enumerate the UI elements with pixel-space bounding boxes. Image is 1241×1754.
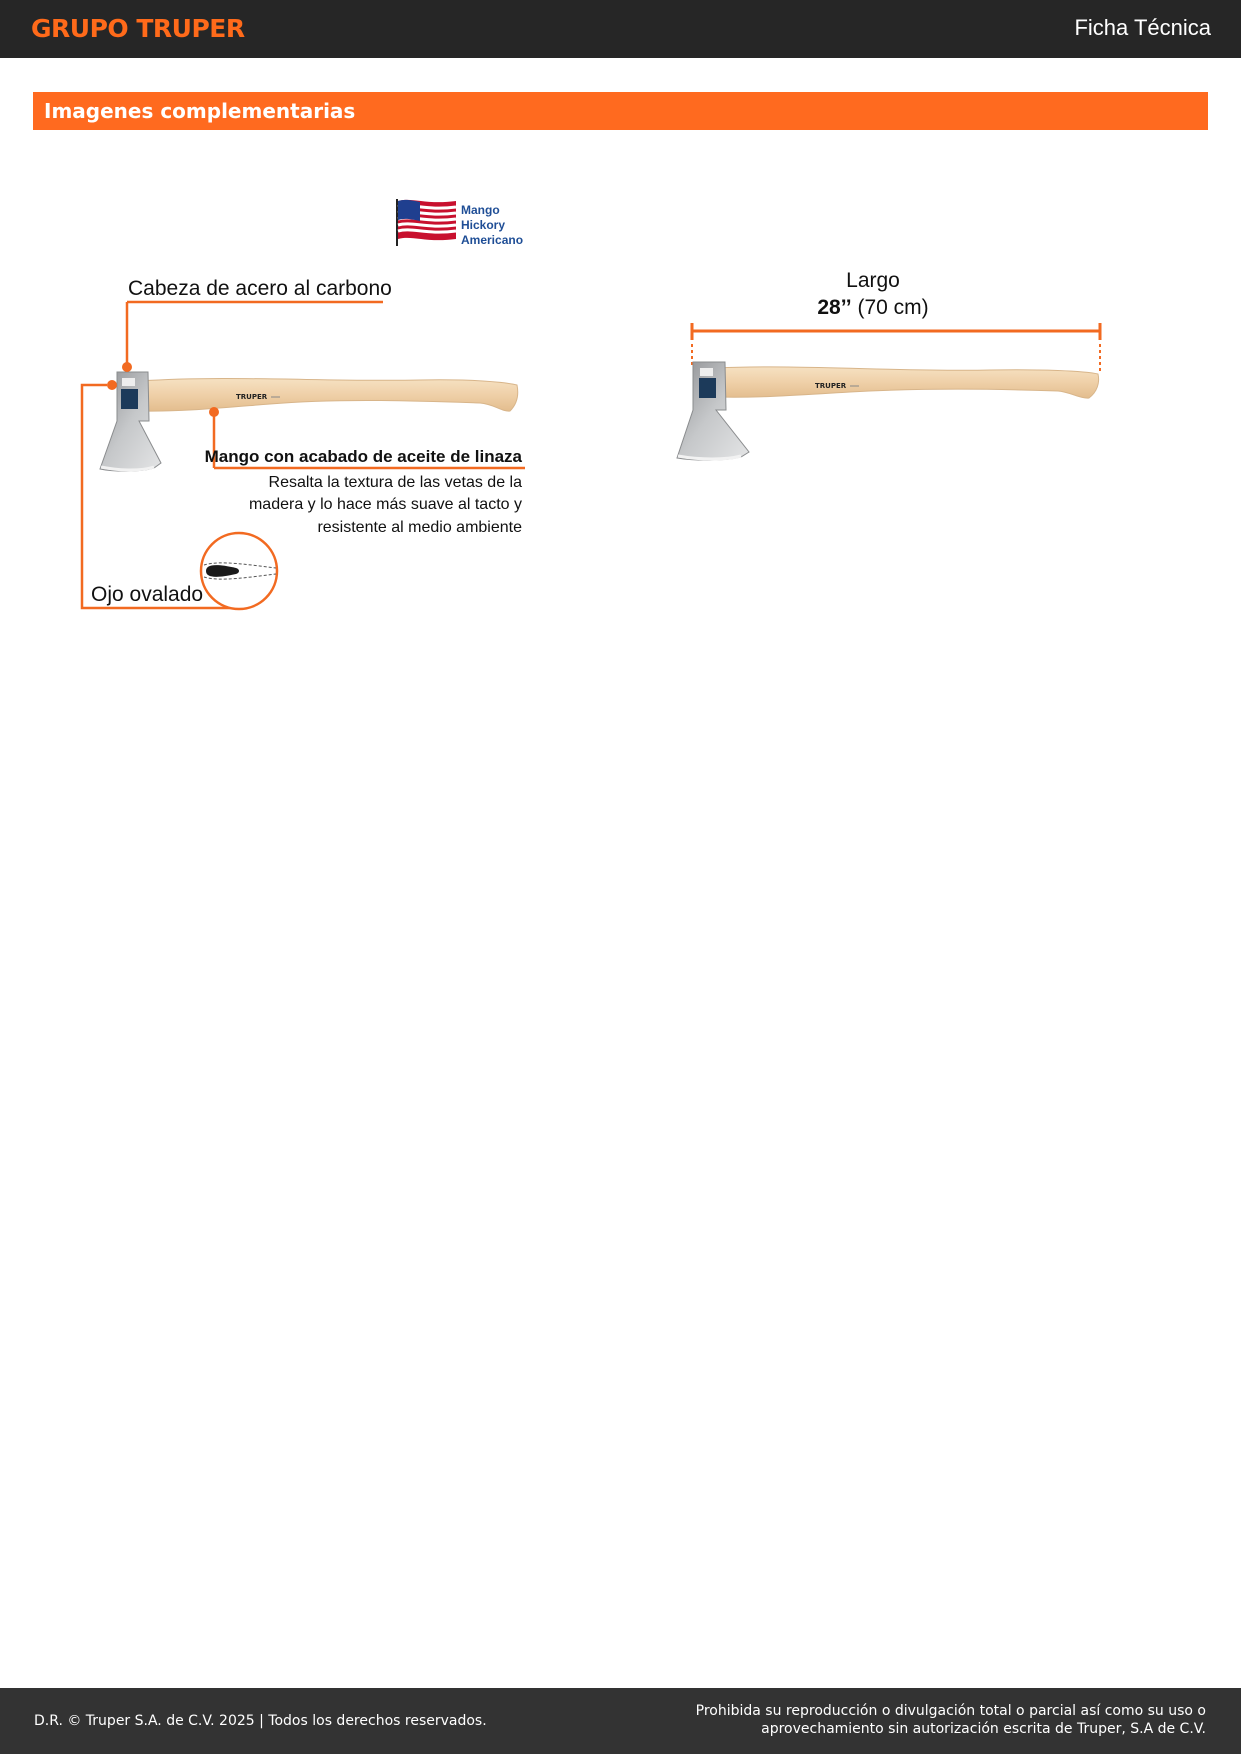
footer-disclaimer xyxy=(646,1702,1206,1738)
callout-head-label: Cabeza de acero al carbono xyxy=(128,277,392,300)
callout-handle-desc-1: Resalta la textura de las vetas de la xyxy=(268,474,522,491)
callout-handle-desc-3: resistente al medio ambiente xyxy=(317,519,522,536)
handle-logo: TRUPER xyxy=(236,393,268,401)
document-type-title: Ficha Técnica xyxy=(1074,15,1211,40)
brand-logo: GRUPO TRUPER xyxy=(31,14,245,43)
axe-handle xyxy=(717,367,1099,398)
badge-line-2: Hickory xyxy=(461,218,506,232)
us-flag-icon xyxy=(397,199,456,246)
dimension-label: Largo xyxy=(846,269,900,292)
axe-illustration-right xyxy=(677,362,1099,460)
section-title: Imagenes complementarias xyxy=(44,99,356,123)
callout-eye-label: Ojo ovalado xyxy=(91,583,204,606)
page-footer xyxy=(0,1688,1241,1754)
footer-disclaimer-line-2: aprovechamiento sin autorización escrita de Truper, S.A de C.V. xyxy=(761,1721,1206,1737)
dimension-inches: 28’’ xyxy=(817,296,852,319)
callout-head xyxy=(122,277,392,372)
flag-badge xyxy=(397,199,523,247)
dimension-value xyxy=(817,296,928,319)
callout-handle-desc-2: madera y lo hace más suave al tacto y xyxy=(248,496,522,513)
badge-line-3: Americano xyxy=(461,233,524,247)
dimension-group xyxy=(692,269,1100,372)
footer-copyright: D.R. © Truper S.A. de C.V. 2025 | Todos los derechos reservados. xyxy=(34,1713,487,1729)
badge-line-1: Mango xyxy=(461,203,500,217)
dimension-cm: (70 cm) xyxy=(857,296,929,319)
product-figures xyxy=(0,0,1241,640)
axe-handle xyxy=(140,379,518,412)
footer-disclaimer-line-1: Prohibida su reproducción o divulgación total o parcial así como su uso o xyxy=(695,1703,1206,1719)
callout-handle-title: Mango con acabado de aceite de linaza xyxy=(204,447,522,466)
callout-handle xyxy=(205,407,525,536)
handle-logo-right: TRUPER xyxy=(815,382,847,390)
callout-eye xyxy=(82,380,277,609)
